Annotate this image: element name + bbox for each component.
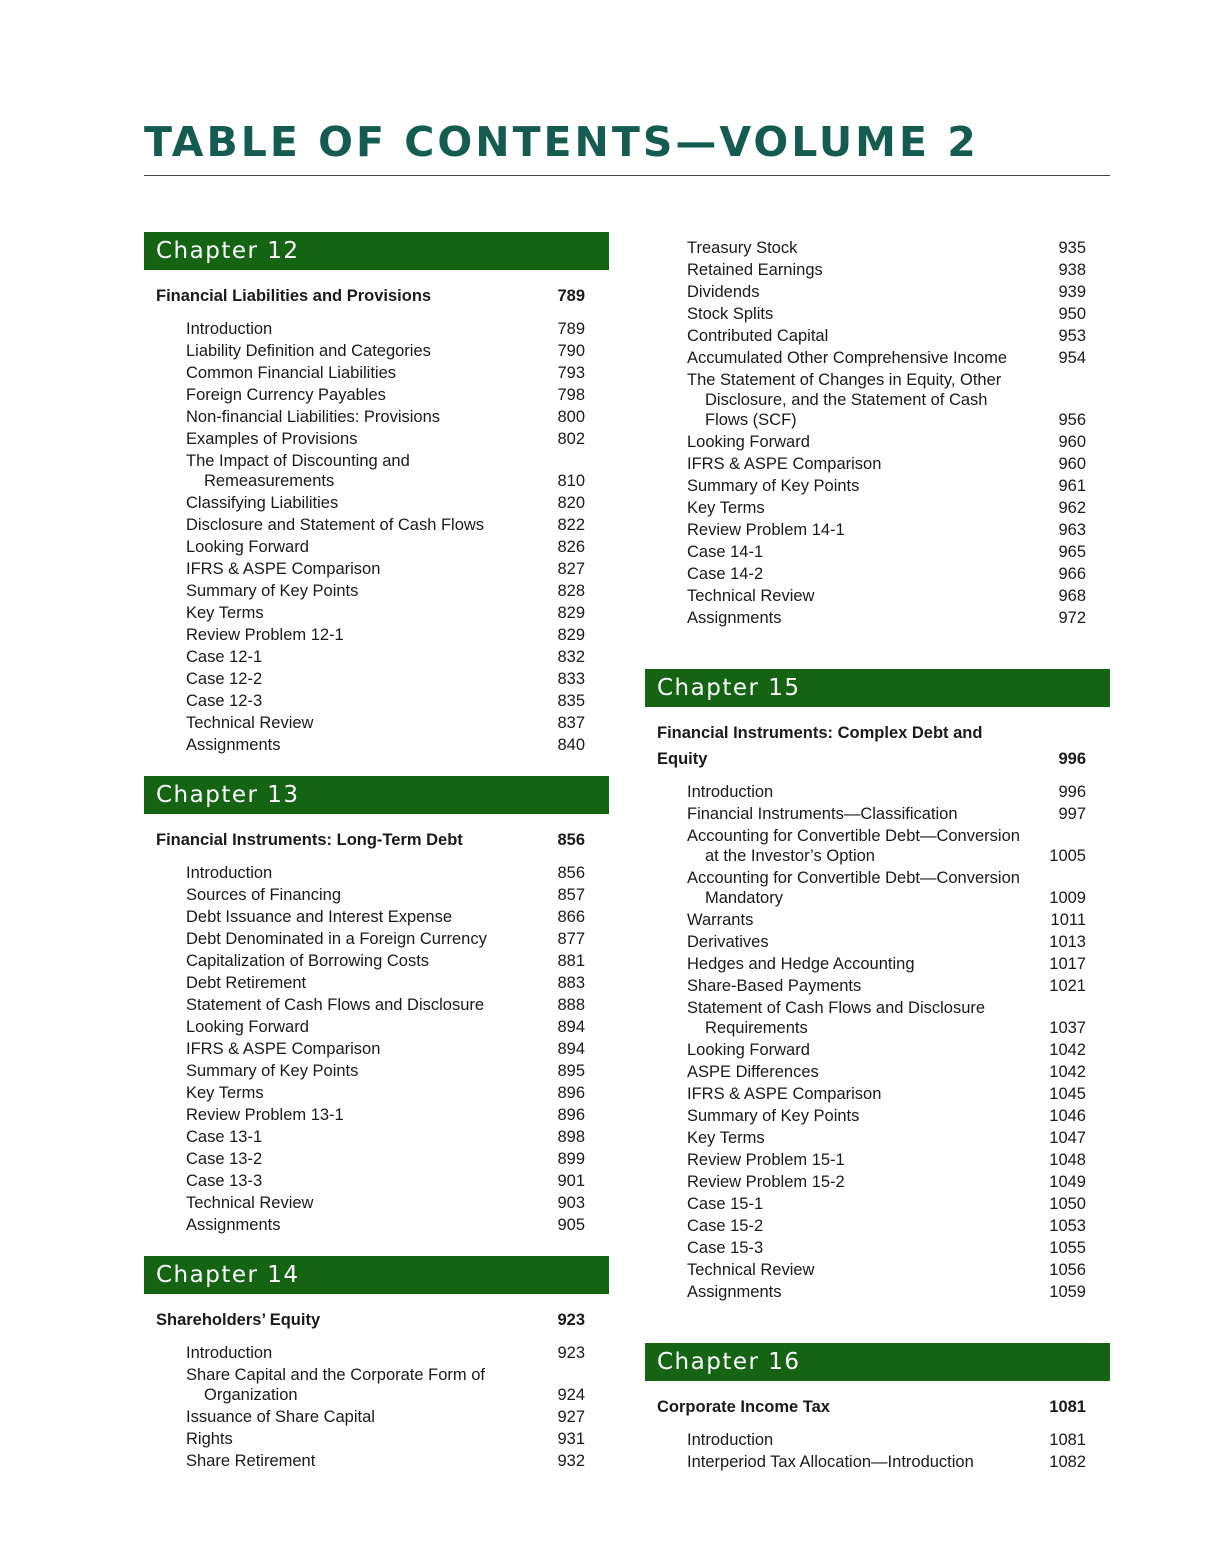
- toc-entry[interactable]: [645, 431, 1110, 453]
- entry-label: Contributed Capital: [687, 327, 829, 345]
- toc-entry[interactable]: [645, 237, 1110, 259]
- entry-label: Case 15-2: [687, 1217, 764, 1235]
- entry-list: [144, 1342, 609, 1472]
- entry-page-number: 1082: [1049, 1453, 1086, 1471]
- toc-entry[interactable]: [144, 558, 609, 580]
- toc-entry[interactable]: [645, 803, 1110, 825]
- entry-page-number: 894: [557, 1018, 585, 1036]
- entry-list: [144, 318, 609, 756]
- toc-entry[interactable]: [645, 1193, 1110, 1215]
- entry-list: [144, 862, 609, 1236]
- entry-label: Case 14-2: [687, 565, 764, 583]
- entry-label: Issuance of Share Capital: [186, 1408, 375, 1426]
- toc-entry[interactable]: [144, 994, 609, 1016]
- entry-page-number: 877: [557, 930, 585, 948]
- entry-page-number: 963: [1058, 521, 1086, 539]
- entry-page-number: 960: [1058, 433, 1086, 451]
- chapter-page-number: 923: [557, 1311, 585, 1329]
- toc-entry[interactable]: [645, 997, 1110, 1039]
- entry-page-number: 1048: [1049, 1151, 1086, 1169]
- entry-page-number: 965: [1058, 543, 1086, 561]
- entry-page-number: 828: [557, 582, 585, 600]
- toc-entry[interactable]: [144, 602, 609, 624]
- toc-entry[interactable]: [645, 347, 1110, 369]
- toc-entry[interactable]: [144, 884, 609, 906]
- toc-entry[interactable]: [144, 950, 609, 972]
- entry-label: Hedges and Hedge Accounting: [687, 955, 915, 973]
- entry-label: Foreign Currency Payables: [186, 386, 386, 404]
- toc-entry[interactable]: [144, 1214, 609, 1236]
- entry-page-number: 1042: [1049, 1063, 1086, 1081]
- entry-page-number: 829: [557, 626, 585, 644]
- toc-entry[interactable]: [144, 1428, 609, 1450]
- toc-entry[interactable]: [645, 953, 1110, 975]
- chapter-title: Financial Instruments: Long-Term Debt: [156, 831, 463, 849]
- entry-page-number: 1009: [1049, 889, 1086, 907]
- entry-label: Examples of Provisions: [186, 430, 358, 448]
- entry-page-number: 1049: [1049, 1173, 1086, 1191]
- chapter-heading: Chapter 13: [144, 776, 609, 814]
- toc-entry[interactable]: [645, 1215, 1110, 1237]
- entry-page-number: 1055: [1049, 1239, 1086, 1257]
- entry-label: IFRS & ASPE Comparison: [186, 1040, 381, 1058]
- chapter-title: Shareholders’ Equity: [156, 1311, 321, 1329]
- entry-page-number: 953: [1058, 327, 1086, 345]
- toc-entry[interactable]: [144, 1406, 609, 1428]
- entry-list: [645, 781, 1110, 1303]
- entry-label: Capitalization of Borrowing Costs: [186, 952, 430, 970]
- entry-label: IFRS & ASPE Comparison: [687, 455, 882, 473]
- toc-entry[interactable]: [645, 585, 1110, 607]
- entry-page-number: 1081: [1049, 1431, 1086, 1449]
- entry-label: Review Problem 13-1: [186, 1106, 344, 1124]
- entry-label: Case 14-1: [687, 543, 764, 561]
- toc-entry[interactable]: [645, 497, 1110, 519]
- entry-label: Accounting for Convertible Debt—Conversion at the Investor’s Option: [687, 827, 1020, 865]
- entry-page-number: 1053: [1049, 1217, 1086, 1235]
- toc-entry[interactable]: [144, 734, 609, 756]
- entry-page-number: 895: [557, 1062, 585, 1080]
- toc-entry[interactable]: [144, 1038, 609, 1060]
- entry-page-number: 881: [557, 952, 585, 970]
- section-gap: [645, 1303, 1110, 1343]
- entry-page-number: 896: [557, 1084, 585, 1102]
- entry-page-number: 905: [557, 1216, 585, 1234]
- entry-page-number: 888: [557, 996, 585, 1014]
- chapter-title: Financial Liabilities and Provisions: [156, 287, 432, 305]
- entry-label: Introduction: [186, 1344, 273, 1362]
- toc-entry[interactable]: [645, 1429, 1110, 1451]
- entry-page-number: 793: [557, 364, 585, 382]
- entry-page-number: 1042: [1049, 1041, 1086, 1059]
- toc-entry[interactable]: [645, 975, 1110, 997]
- toc-entry[interactable]: [645, 303, 1110, 325]
- toc-entry[interactable]: [144, 384, 609, 406]
- toc-entry[interactable]: [645, 453, 1110, 475]
- toc-entry[interactable]: [144, 514, 609, 536]
- entry-label: Share Capital and the Corporate Form of Organization: [186, 1366, 485, 1404]
- toc-entry[interactable]: [144, 1126, 609, 1148]
- entry-page-number: 790: [557, 342, 585, 360]
- entry-page-number: 1037: [1049, 1019, 1086, 1037]
- chapter-section: [645, 669, 1110, 1303]
- toc-entry[interactable]: [144, 406, 609, 428]
- toc-entry[interactable]: [144, 646, 609, 668]
- entry-label: Assignments: [186, 736, 281, 754]
- chapter-title: Financial Instruments: Complex Debt and Equity: [657, 724, 983, 768]
- entry-label: Summary of Key Points: [687, 477, 860, 495]
- toc-entry[interactable]: [144, 1104, 609, 1126]
- chapter-page-number: 996: [1058, 750, 1086, 768]
- toc-entry[interactable]: [144, 1364, 609, 1406]
- entry-page-number: 835: [557, 692, 585, 710]
- entry-label: The Impact of Discounting and Remeasurements: [186, 452, 410, 490]
- entry-page-number: 798: [557, 386, 585, 404]
- entry-page-number: 1045: [1049, 1085, 1086, 1103]
- entry-page-number: 935: [1058, 239, 1086, 257]
- entry-page-number: 932: [557, 1452, 585, 1470]
- entry-label: Disclosure and Statement of Cash Flows: [186, 516, 485, 534]
- entry-label: Share-Based Payments: [687, 977, 862, 995]
- entry-page-number: 950: [1058, 305, 1086, 323]
- chapter-title-row[interactable]: [645, 720, 1110, 772]
- toc-entry[interactable]: [144, 1450, 609, 1472]
- entry-label: Case 12-2: [186, 670, 263, 688]
- entry-label: Classifying Liabilities: [186, 494, 339, 512]
- entry-page-number: 899: [557, 1150, 585, 1168]
- entry-label: Non-financial Liabilities: Provisions: [186, 408, 441, 426]
- toc-entry[interactable]: [645, 325, 1110, 347]
- chapter-section: [144, 1256, 609, 1472]
- entry-label: The Statement of Changes in Equity, Other Disclosure, and the Statement of Cash Flows (SCF): [687, 371, 1002, 429]
- entry-label: Review Problem 12-1: [186, 626, 344, 644]
- entry-label: Interperiod Tax Allocation—Introduction: [687, 1453, 974, 1471]
- toc-entry[interactable]: [144, 928, 609, 950]
- entry-label: Retained Earnings: [687, 261, 823, 279]
- entry-label: Common Financial Liabilities: [186, 364, 397, 382]
- entry-page-number: 832: [557, 648, 585, 666]
- entry-page-number: 931: [557, 1430, 585, 1448]
- toc-entry[interactable]: [144, 712, 609, 734]
- entry-page-number: 972: [1058, 609, 1086, 627]
- entry-page-number: 962: [1058, 499, 1086, 517]
- entry-label: Key Terms: [687, 1129, 765, 1147]
- toc-entry[interactable]: [645, 1039, 1110, 1061]
- toc-entry[interactable]: [645, 909, 1110, 931]
- chapter-heading: Chapter 14: [144, 1256, 609, 1294]
- chapter-section: [144, 776, 609, 1236]
- entry-page-number: 1056: [1049, 1261, 1086, 1279]
- toc-entry[interactable]: [645, 1105, 1110, 1127]
- entry-label: Dividends: [687, 283, 760, 301]
- entry-page-number: 1046: [1049, 1107, 1086, 1125]
- entry-page-number: 1050: [1049, 1195, 1086, 1213]
- toc-entry[interactable]: [144, 1342, 609, 1364]
- entry-label: Case 15-1: [687, 1195, 764, 1213]
- entry-page-number: 924: [557, 1386, 585, 1404]
- entry-page-number: 960: [1058, 455, 1086, 473]
- toc-entry[interactable]: [144, 906, 609, 928]
- entry-page-number: 826: [557, 538, 585, 556]
- entry-page-number: 901: [557, 1172, 585, 1190]
- entry-page-number: 961: [1058, 477, 1086, 495]
- toc-entry[interactable]: [144, 450, 609, 492]
- toc-entry[interactable]: [144, 340, 609, 362]
- toc-entry[interactable]: [144, 492, 609, 514]
- entry-label: Rights: [186, 1430, 233, 1448]
- entry-label: Looking Forward: [186, 538, 309, 556]
- entry-label: Technical Review: [186, 714, 314, 732]
- toc-entry[interactable]: [645, 1061, 1110, 1083]
- section-gap: [645, 629, 1110, 669]
- toc-entry[interactable]: [144, 972, 609, 994]
- toc-entry[interactable]: [645, 1083, 1110, 1105]
- chapter-section: [645, 1343, 1110, 1473]
- toc-entry[interactable]: [645, 781, 1110, 803]
- toc-entry[interactable]: [144, 862, 609, 884]
- entry-label: Assignments: [186, 1216, 281, 1234]
- toc-entry[interactable]: [144, 362, 609, 384]
- entry-page-number: 1047: [1049, 1129, 1086, 1147]
- chapter-heading: Chapter 16: [645, 1343, 1110, 1381]
- entry-label: Accounting for Convertible Debt—Conversion Mandatory: [687, 869, 1020, 907]
- toc-entry[interactable]: [645, 1127, 1110, 1149]
- entry-page-number: 996: [1058, 783, 1086, 801]
- entry-label: Looking Forward: [687, 1041, 810, 1059]
- toc-entry[interactable]: [144, 1016, 609, 1038]
- toc-entry[interactable]: [645, 281, 1110, 303]
- entry-label: Financial Instruments—Classification: [687, 805, 958, 823]
- entry-label: Accumulated Other Comprehensive Income: [687, 349, 1008, 367]
- entry-label: Looking Forward: [687, 433, 810, 451]
- chapter-title-row[interactable]: [144, 1307, 609, 1333]
- chapter-title-row[interactable]: [645, 1394, 1110, 1420]
- entry-page-number: 827: [557, 560, 585, 578]
- entry-page-number: 1017: [1049, 955, 1086, 973]
- toc-entry[interactable]: [144, 1060, 609, 1082]
- entry-page-number: 837: [557, 714, 585, 732]
- entry-label: Review Problem 15-2: [687, 1173, 845, 1191]
- toc-entry[interactable]: [144, 690, 609, 712]
- title-divider: [144, 175, 1110, 176]
- toc-entry[interactable]: [144, 428, 609, 450]
- entry-label: Stock Splits: [687, 305, 774, 323]
- entry-page-number: 820: [557, 494, 585, 512]
- entry-page-number: 896: [557, 1106, 585, 1124]
- entry-label: Key Terms: [687, 499, 765, 517]
- entry-label: Case 13-2: [186, 1150, 263, 1168]
- entry-page-number: 954: [1058, 349, 1086, 367]
- chapter-title: Corporate Income Tax: [657, 1398, 830, 1416]
- chapter-section: [144, 232, 609, 756]
- entry-label: Case 12-3: [186, 692, 263, 710]
- toc-entry[interactable]: [645, 867, 1110, 909]
- chapter-title-row[interactable]: [144, 283, 609, 309]
- chapter-page-number: 1081: [1049, 1398, 1086, 1416]
- entry-page-number: 968: [1058, 587, 1086, 605]
- entry-label: Treasury Stock: [687, 239, 798, 257]
- entry-label: Summary of Key Points: [186, 582, 359, 600]
- entry-page-number: 939: [1058, 283, 1086, 301]
- toc-entry[interactable]: [144, 536, 609, 558]
- toc-entry[interactable]: [144, 668, 609, 690]
- entry-page-number: 898: [557, 1128, 585, 1146]
- toc-entry[interactable]: [645, 541, 1110, 563]
- left-column: [144, 232, 609, 1472]
- entry-label: Technical Review: [687, 1261, 815, 1279]
- section-gap: [144, 756, 609, 776]
- entry-label: Case 13-1: [186, 1128, 263, 1146]
- entry-label: Assignments: [687, 1283, 782, 1301]
- entry-label: Assignments: [687, 609, 782, 627]
- entry-page-number: 966: [1058, 565, 1086, 583]
- entry-page-number: 866: [557, 908, 585, 926]
- entry-list: [645, 1429, 1110, 1473]
- entry-page-number: 1059: [1049, 1283, 1086, 1301]
- toc-entry[interactable]: [645, 1281, 1110, 1303]
- toc-entry[interactable]: [645, 1237, 1110, 1259]
- entry-page-number: 857: [557, 886, 585, 904]
- toc-entry[interactable]: [144, 1082, 609, 1104]
- toc-entry[interactable]: [645, 931, 1110, 953]
- entry-label: Case 12-1: [186, 648, 263, 666]
- entry-page-number: 923: [557, 1344, 585, 1362]
- toc-entry[interactable]: [645, 825, 1110, 867]
- entry-page-number: 894: [557, 1040, 585, 1058]
- entry-page-number: 840: [557, 736, 585, 754]
- entry-label: Introduction: [687, 1431, 774, 1449]
- entry-page-number: 789: [557, 320, 585, 338]
- toc-entry[interactable]: [645, 1259, 1110, 1281]
- entry-label: Summary of Key Points: [186, 1062, 359, 1080]
- section-gap: [144, 1236, 609, 1256]
- entry-label: Technical Review: [186, 1194, 314, 1212]
- entry-label: Key Terms: [186, 604, 264, 622]
- toc-entry[interactable]: [645, 475, 1110, 497]
- chapter-title-row[interactable]: [144, 827, 609, 853]
- chapter-page-number: 789: [557, 287, 585, 305]
- entry-label: Warrants: [687, 911, 754, 929]
- entry-label: Introduction: [687, 783, 774, 801]
- toc-entry[interactable]: [144, 318, 609, 340]
- toc-entry[interactable]: [144, 1170, 609, 1192]
- chapter-page-number: 856: [557, 831, 585, 849]
- entry-page-number: 802: [557, 430, 585, 448]
- entry-label: Statement of Cash Flows and Disclosure: [186, 996, 485, 1014]
- toc-entry[interactable]: [144, 624, 609, 646]
- entry-label: Introduction: [186, 864, 273, 882]
- entry-label: Derivatives: [687, 933, 769, 951]
- toc-entry[interactable]: [645, 369, 1110, 431]
- entry-page-number: 856: [557, 864, 585, 882]
- entry-page-number: 829: [557, 604, 585, 622]
- entry-page-number: 997: [1058, 805, 1086, 823]
- toc-entry[interactable]: [144, 1148, 609, 1170]
- entry-label: Debt Issuance and Interest Expense: [186, 908, 452, 926]
- toc-entry[interactable]: [645, 259, 1110, 281]
- toc-entry[interactable]: [645, 563, 1110, 585]
- entry-label: ASPE Differences: [687, 1063, 819, 1081]
- entry-label: Technical Review: [687, 587, 815, 605]
- page-title: TABLE OF CONTENTS—VOLUME 2: [144, 118, 979, 166]
- entry-page-number: 883: [557, 974, 585, 992]
- entry-page-number: 822: [557, 516, 585, 534]
- entry-page-number: 903: [557, 1194, 585, 1212]
- toc-entry[interactable]: [144, 1192, 609, 1214]
- entry-page-number: 833: [557, 670, 585, 688]
- toc-entry[interactable]: [645, 519, 1110, 541]
- entry-label: Summary of Key Points: [687, 1107, 860, 1125]
- entry-page-number: 956: [1058, 411, 1086, 429]
- entry-label: Case 13-3: [186, 1172, 263, 1190]
- entry-page-number: 927: [557, 1408, 585, 1426]
- toc-entry[interactable]: [645, 607, 1110, 629]
- entry-label: Liability Definition and Categories: [186, 342, 431, 360]
- entry-label: Case 15-3: [687, 1239, 764, 1257]
- entry-label: IFRS & ASPE Comparison: [687, 1085, 882, 1103]
- toc-entry[interactable]: [645, 1451, 1110, 1473]
- entry-label: Introduction: [186, 320, 273, 338]
- chapter-heading: Chapter 12: [144, 232, 609, 270]
- chapter-heading: Chapter 15: [645, 669, 1110, 707]
- entry-label: Statement of Cash Flows and Disclosure Requirements: [687, 999, 986, 1037]
- toc-entry[interactable]: [645, 1149, 1110, 1171]
- entry-label: Review Problem 14-1: [687, 521, 845, 539]
- entry-label: Key Terms: [186, 1084, 264, 1102]
- entry-label: IFRS & ASPE Comparison: [186, 560, 381, 578]
- entry-page-number: 1013: [1049, 933, 1086, 951]
- entry-page-number: 1011: [1050, 911, 1086, 929]
- entry-label: Review Problem 15-1: [687, 1151, 845, 1169]
- entry-list: [645, 237, 1110, 629]
- entry-page-number: 1021: [1049, 977, 1086, 995]
- toc-entry[interactable]: [645, 1171, 1110, 1193]
- toc-entry[interactable]: [144, 580, 609, 602]
- right-column: [645, 237, 1110, 1473]
- entry-page-number: 800: [557, 408, 585, 426]
- entry-page-number: 938: [1058, 261, 1086, 279]
- entry-page-number: 810: [557, 472, 585, 490]
- entry-label: Looking Forward: [186, 1018, 309, 1036]
- entry-page-number: 1005: [1049, 847, 1086, 865]
- entry-label: Share Retirement: [186, 1452, 316, 1470]
- entry-label: Sources of Financing: [186, 886, 342, 904]
- entry-label: Debt Retirement: [186, 974, 307, 992]
- entry-label: Debt Denominated in a Foreign Currency: [186, 930, 487, 948]
